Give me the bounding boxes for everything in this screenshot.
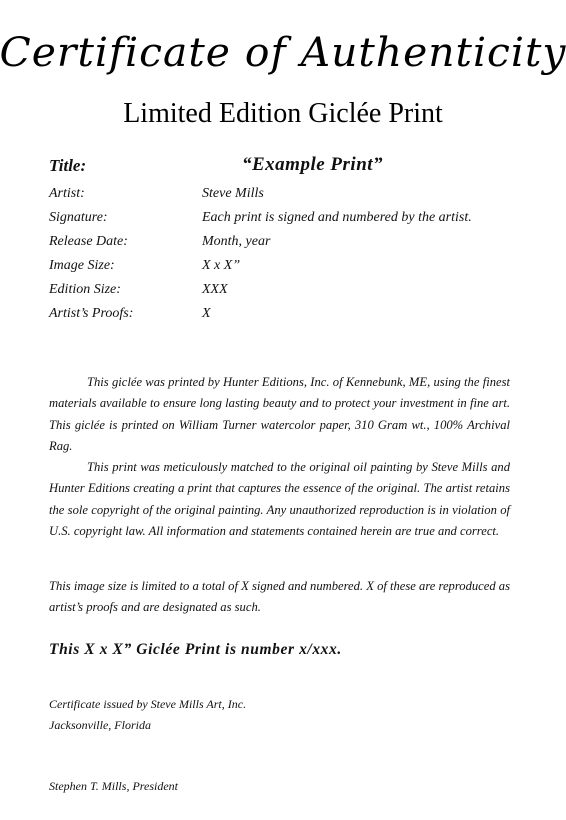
- field-signature: [49, 210, 519, 232]
- field-artists-proofs: [49, 306, 519, 328]
- print-title-row: [49, 156, 519, 180]
- issuer-line: Certificate issued by Steve Mills Art, Inc.: [49, 697, 247, 711]
- certificate-title: Certificate of Authenticity: [0, 30, 566, 76]
- print-number-statement: This X x X” Giclée Print is number x/xxx.: [49, 641, 342, 658]
- field-value: X: [202, 306, 211, 321]
- field-release-date: [49, 234, 519, 256]
- print-title-value: “Example Print”: [242, 154, 384, 175]
- field-label: Artist’s Proofs:: [49, 306, 134, 321]
- field-artist: [49, 186, 519, 208]
- field-label: Image Size:: [49, 258, 115, 273]
- issuer-location: Jacksonville, Florida: [49, 718, 151, 732]
- print-title-label: Title:: [49, 156, 87, 175]
- field-label: Artist:: [49, 186, 85, 201]
- field-value: Steve Mills: [202, 186, 264, 201]
- field-edition-size: [49, 282, 519, 304]
- field-value: Month, year: [202, 234, 271, 249]
- field-value: XXX: [202, 282, 228, 297]
- field-label: Signature:: [49, 210, 108, 225]
- field-value: X x X”: [202, 258, 241, 273]
- body-paragraph-copyright: This print was meticulously matched to the original oil painting by Steve Mills and Hunter Editions creating a print that captures the essence of the original. The artist retains the sole copyright of the original painting. Any unauthorized reproduction is in violation of U.S. copyright law. All information and statements contained herein are true and correct.: [49, 460, 510, 538]
- field-label: Edition Size:: [49, 282, 121, 297]
- field-label: Release Date:: [49, 234, 128, 249]
- signatory-line: Stephen T. Mills, President: [49, 779, 178, 793]
- field-image-size: [49, 258, 519, 280]
- certificate-subtitle: Limited Edition Giclée Print: [123, 98, 443, 129]
- field-value: Each print is signed and numbered by the artist.: [202, 210, 472, 225]
- body-paragraph-materials: This giclée was printed by Hunter Editions, Inc. of Kennebunk, ME, using the finest materials available to ensure long lasting beauty and to protect your investment in fine art. This giclée is printed on William Turner watercolor paper, 310 Gram wt., 100% Archival Rag.: [49, 375, 510, 453]
- body-paragraph-edition: This image size is limited to a total of X signed and numbered. X of these are reproduced as artist’s proofs and are designated as such.: [49, 579, 510, 615]
